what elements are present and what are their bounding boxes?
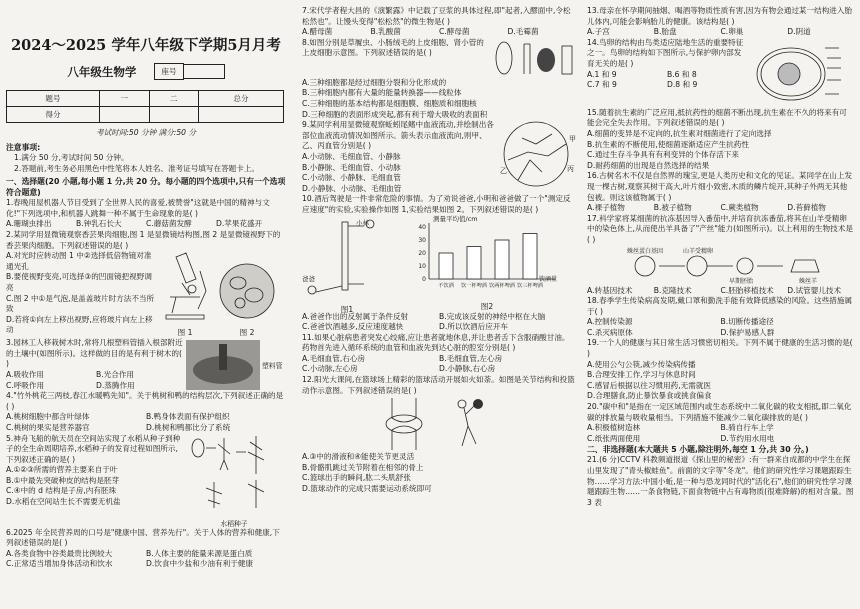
notes-title: 注意事项: <box>6 143 41 152</box>
option[interactable]: D.篮球动作的完成只需要运动系统即可 <box>302 484 432 494</box>
exam-title: 2024～2025 学年八年级下学期5月月考 <box>11 37 281 54</box>
column-1 <box>0 0 292 609</box>
option[interactable]: A.对光时应转动图 1 中②选择低倍物镜对准通光孔 <box>6 251 152 271</box>
question-stem: 21.(6 分)CCTV 科教频道报道《探山里的秘密》:有一群来自成都的中学生在探山里发现了"青头椒蛙鱼"。前面的文字等"冬龙"。他们的研究性学习课题跟踪生物……学习方法:中国小蚯,是一种与恐龙同时代的"活化石",他们的研究性学习课题跟踪生物……一条食物链,下面食物链中占有毒物质(很难降解)的相对含量。图 3 表 <box>587 455 854 507</box>
chart-bar <box>495 240 509 279</box>
score-input-cell[interactable] <box>100 107 150 123</box>
seat-number-box[interactable] <box>184 64 225 79</box>
option[interactable]: D.苹果花盛开 <box>216 219 263 229</box>
option[interactable]: B.克隆技术 <box>653 285 692 295</box>
option[interactable]: D.阴道 <box>787 27 811 37</box>
option[interactable]: C.蘑菇菌发酵 <box>146 219 192 229</box>
option[interactable]: D.桃树和鸭都比分了系统 <box>146 422 231 432</box>
option[interactable]: B.骨骼肌跳过关节附着在相邻的骨上 <box>302 462 424 472</box>
question-stem: 16.古树名木不仅是自然界的瑰宝,更是人类历史和文化的见证。某同学在山上发现一棵古树,观察其树干高大,叶片细小致密,木质的鳞片绽开,其种子外两无其他包被。则这该植物属于( ) <box>587 171 853 202</box>
time-note: 考试时间:50 分钟 满分:50 分 <box>95 128 197 137</box>
chart-tick-label: 10 <box>418 262 426 270</box>
score-cell: 一 <box>100 91 150 107</box>
option[interactable]: A.子宫 <box>587 27 610 37</box>
question-stem: 20."碳中和"是指在一定区域范围内或生态系统中二氧化碳的收支相抵,即二氧化碳的排放量与吸收量相当。下列措施不能减少二氧化碳排放的是( ) <box>587 402 852 422</box>
option[interactable]: B.钟乳石长大 <box>76 219 122 229</box>
option[interactable]: C.蕨类植物 <box>720 203 759 213</box>
chart-bar <box>439 253 453 279</box>
score-table-header-row <box>7 91 284 107</box>
column-2 <box>298 0 580 609</box>
blood-vessel-figure <box>498 120 574 190</box>
option[interactable]: B.三种细胞内都有大量的能量转换器——线粒体 <box>302 88 462 98</box>
option[interactable]: D.三种细胞的表面形成突起,都有利于增大吸收的表面积 <box>302 109 488 119</box>
option[interactable]: C.酵母菌 <box>439 27 470 37</box>
option[interactable]: B.毛细血管,左心房 <box>439 353 503 363</box>
question-stem: 7.宋代学者程大昌的《演繁露》中记载了豆浆的具体过程,即"起者,入醪面中,令松松然也"。让馒头变得"松松然"的微生物是( ) <box>302 6 571 26</box>
option[interactable]: A.吸收作用 <box>6 369 44 379</box>
option[interactable]: C.正常适当增加身体活动和饮水 <box>6 559 113 569</box>
chart-bar <box>467 246 481 279</box>
option[interactable]: C.图 2 中①是气泡,是盖盖玻片时方法不当所致 <box>6 293 155 314</box>
figure-text: 蛛丝蛋白基因 <box>627 247 664 255</box>
option[interactable]: B.6 和 8 <box>667 69 697 79</box>
chart-tick-label: 20 <box>418 249 426 257</box>
section2-heading: 二、非选择题(本大题共 5 小题,除注明外,每空 1 分,共 30 分。) <box>587 445 809 455</box>
option[interactable]: D.若将①向左上移出视野,应将玻片向左上移动 <box>6 314 153 335</box>
figure-text: 山羊受精卵 <box>683 247 714 255</box>
option[interactable]: A.1 和 9 <box>587 69 617 79</box>
ruler-experiment-figure <box>302 216 392 300</box>
score-input-cell[interactable] <box>149 107 199 123</box>
figure-label: 水稻种子 <box>220 519 248 528</box>
option[interactable]: C.小动脉,左心房 <box>302 364 358 374</box>
chart-tick-label: 30 <box>418 236 426 244</box>
option[interactable]: B.光合作用 <box>96 369 134 379</box>
option[interactable]: A.裸子植物 <box>587 203 625 213</box>
option[interactable]: C.桃树的果实是营养器官 <box>6 422 90 432</box>
chart-category-label: 饮两杯啤酒 <box>489 282 515 289</box>
figure-caption: 图 2 <box>239 328 255 338</box>
option[interactable]: A.控制传染源 <box>587 317 633 327</box>
option[interactable]: C.三种细胞的基本结构都是细胞膜、细胞质和细胞核 <box>302 98 477 108</box>
score-table-score-row <box>7 107 284 123</box>
chart-category-label: 不饮酒 <box>438 282 454 289</box>
question-stem: 15.随着抗生素的广泛应用,抵抗药性的细菌不断出现,抗生素在不久的将来有可能会完全失去作用。下列叙述错误的是( ) <box>587 107 847 128</box>
section1-heading: 一、选择题(20 小题,每小题 1 分,共 20 分。每小题的四个选项中,只有一个选项符合题意) <box>6 177 286 198</box>
question-stem: 2.某同学用显微镜观察香芸果肉细胞,图 1 是显微镜结构图,图 2 是显微镜视野下的香芸果肉细胞。下列叙述错误的是( ) <box>6 229 281 250</box>
option[interactable]: D.节约用水用电 <box>720 433 775 443</box>
option[interactable]: B.胎盘 <box>653 27 677 37</box>
option[interactable]: A.转基因技术 <box>587 285 633 295</box>
chart-tick-label: 0 <box>422 275 426 283</box>
option[interactable]: A.爸爸作出的反射属于条件反射 <box>302 311 409 321</box>
chart-tick-label: 40 <box>418 223 426 231</box>
option[interactable]: B.切断传播途径 <box>720 317 774 327</box>
option[interactable]: D.所以饮酒后应开车 <box>439 322 509 332</box>
option[interactable]: D.水稻在空间站生长不需要无机盐 <box>6 497 121 507</box>
vessel-label-yi: 乙 <box>500 167 507 176</box>
note-item: 1.满分 50 分,考试时间 50 分钟。 <box>14 153 129 162</box>
option[interactable]: B.抗生素的不断使用,使细菌逐渐适应产生抗药性 <box>587 139 749 149</box>
question-stem: 4."竹外桃花三两枝,春江水暖鸭先知"。关于桃树和鸭的结构层次,下列叙述正确的是( ) <box>6 391 284 411</box>
score-cell: 二 <box>149 91 199 107</box>
option[interactable]: A.使用公勺公筷,减少传染病传播 <box>587 359 696 369</box>
question-stem: 14.鸟卵的结构由鸟类适应陆地生活的重要特征之一。鸟卵的结构如下图所示,与保护卵内部发育无关的是( ) <box>587 37 744 68</box>
vessel-label-jia: 甲 <box>569 135 576 144</box>
figure-text: 蛛丝羊 <box>799 277 818 285</box>
score-cell: 题号 <box>7 91 100 107</box>
option[interactable]: C.卵巢 <box>720 27 744 37</box>
question-stem: 17.科学家将某细菌的抗冻基因导入番茄中,并培育抗冻番茄,将其在山羊受精卵中的染色体上,从而使出羊具备了"产丝"能力(如图所示)。以上利用的生物技术是( ) <box>587 213 853 244</box>
option[interactable]: A.桃树细胞中都含叶绿体 <box>6 412 90 422</box>
question-stem: 13.母亲在怀孕期间抽烟、喝酒等物质性质有害,因为有物会通过某一结构进入胎儿体内,可能会影响胎儿的健康。该结构是( ) <box>587 6 853 26</box>
option[interactable]: D.试管婴儿技术 <box>787 285 842 295</box>
option[interactable]: C.呼吸作用 <box>6 380 45 390</box>
vessel-label-bing: 丙 <box>567 165 574 174</box>
question-stem: 8.如图分别是草履虫、小肠绒毛的上皮细胞、肾小管的上皮细胞示意图。下列叙述错误的是( ) <box>302 37 484 58</box>
option[interactable]: C.篮球出手的瞬间,肱二头肌舒张 <box>302 473 411 483</box>
chart-title: 测量平均值/cm <box>433 214 478 223</box>
option[interactable]: D.蒸腾作用 <box>96 380 135 390</box>
option[interactable]: D.8 和 9 <box>667 80 698 90</box>
option[interactable]: D.耐药细菌的出现是自然选择的结果 <box>587 160 710 170</box>
bird-egg-figure <box>747 38 847 108</box>
question-stem: 12.阳光大课间,在篮球场上精彩的篮球活动开展如火如荼。如图是关节结构和投篮动作示意图。下列叙述错误的是( ) <box>302 375 575 395</box>
option[interactable]: B.被子植物 <box>653 203 692 213</box>
option[interactable]: D.小静脉,右心房 <box>439 364 496 374</box>
subject-title: 八年级生物学 <box>67 64 137 79</box>
option[interactable]: A.三种细胞都是经过细胞分裂和分化形成的 <box>302 77 447 87</box>
cell-view-figure <box>218 261 276 323</box>
question-stem: 19.一个人的健康与其日常生活习惯密切相关。下列不属于健康的生活习惯的是( ) <box>587 338 853 359</box>
option[interactable]: C.胚胎移植技术 <box>720 285 774 295</box>
joint-figure <box>374 396 434 452</box>
option[interactable]: C.纸张两面使用 <box>587 433 641 443</box>
option[interactable]: D.合理膳食,防止暴饮暴食或挑食偏食 <box>587 391 712 401</box>
option[interactable]: A.①②③所需的营养主要来自于叶 <box>6 465 118 475</box>
score-table <box>6 90 284 123</box>
basketball-figure <box>444 396 504 452</box>
option[interactable]: D.小静脉、小动脉、毛细血管 <box>302 183 402 193</box>
option[interactable]: C.爸爸饮酒越多,反应速度越快 <box>302 322 404 332</box>
rice-growth-figure <box>184 434 284 514</box>
figure-text: 早期胚胎 <box>729 277 754 285</box>
cells-figure <box>490 38 576 78</box>
microscope-figure <box>156 251 214 323</box>
option[interactable]: B.骑自行车上学 <box>720 423 774 433</box>
figure-text: 爸爸 <box>302 274 315 283</box>
option[interactable]: B.鸭身体表面有保护组织 <box>146 412 230 422</box>
figure-caption: 图1 <box>340 304 354 314</box>
option[interactable]: C.小动脉、小静脉、毛细血管 <box>302 173 401 183</box>
option[interactable]: C.感冒后根据以往习惯用药,无需就医 <box>587 380 712 390</box>
option[interactable]: C.通过生存斗争具有有利变异的个体存活下来 <box>587 150 739 160</box>
score-input-cell[interactable] <box>199 107 284 123</box>
option[interactable]: D.保护易感人群 <box>720 327 775 337</box>
option[interactable]: A.醋母菌 <box>302 27 333 37</box>
tree-soil-photo <box>186 340 260 390</box>
question-stem: 1.春晚用屋机器人节目受到了全世界人民的喜爱,被赞誉"这就是中国的精神与文化!"下列选项中,和机器人跳舞一种不属于生命现象的是( ) <box>6 198 270 218</box>
option[interactable]: A.各类食物中谷类最贵比例较大 <box>6 548 113 558</box>
question-stem: 11.如果心脏病患者突发心绞痛,应让患者就地休息,并让患者舌下含服硝酸甘油。药物首先进入循环系统的血管和血液先到达心脏的腔室分别是( ) <box>302 332 570 353</box>
option[interactable]: A.③中的滑液和④能使关节更灵活 <box>302 452 415 462</box>
option[interactable]: C.④中的 d 结构是子房,内有胚珠 <box>6 486 117 496</box>
question-stem: 10.酒后驾驶是一件非常危险的事情。为了劝说爸爸,小明和爸爸做了一个"测定反应速度"的实验,实验操作如图 1,实验结果如图 2。下列叙述错误的是( ) <box>302 194 571 214</box>
option[interactable]: D.饮食中少盐和少油有利于健康 <box>146 559 253 569</box>
question-stem: 9.某同学利用显微镜观察蚯蚓尾鳍中血液流动,并绘制出各部位血液流动情况如图所示。箭头表示血液流向,则甲、乙、丙血管分别是( ) <box>302 120 494 151</box>
question-stem: 5.神舟飞船的航天员在空间站实现了水稻从种子到种子的全生命周期培养,水稻种子的发育过程如图所示,下列叙述正确的是( ) <box>6 433 181 464</box>
figure-caption: 图 1 <box>177 328 193 338</box>
option[interactable]: D.苔藓植物 <box>787 203 826 213</box>
chart-bar <box>523 233 537 279</box>
option[interactable]: D.毛霉菌 <box>507 27 539 37</box>
option[interactable]: A.小动脉、毛细血管、小静脉 <box>302 151 401 161</box>
figure-label: 塑料管 <box>262 361 283 370</box>
note-item: 2.答题前,考生务必用黑色中性笔将本人姓名、准考证号填写在答题卡上。 <box>14 163 260 173</box>
option[interactable]: B.完成该反射的神经中枢在大脑 <box>439 311 546 321</box>
transgenic-figure <box>587 246 854 286</box>
option[interactable]: B.人体主要的能量来源是蛋白质 <box>146 548 253 558</box>
option[interactable]: B.小静脉、毛细血管、小动脉 <box>302 162 401 172</box>
column-3 <box>583 0 860 609</box>
option[interactable]: B.①中最先突破种皮的结构是胚芽 <box>6 475 120 485</box>
option[interactable]: B.乳酸菌 <box>370 27 401 37</box>
question-stem: 3.园林工人移栽树木时,常将几根塑料管插入根部附近的土壤中(如图所示)。这样做的目的是有利于树木的( ) <box>6 338 183 369</box>
score-cell: 得分 <box>7 107 100 123</box>
option[interactable]: A.毛细血管,右心房 <box>302 353 366 363</box>
option[interactable]: A.积极植树造林 <box>587 423 641 433</box>
option[interactable]: B.合理安排工作,学习与休息时间 <box>587 370 696 380</box>
option[interactable]: A.珊瑚虫排出 <box>6 219 52 229</box>
figure-caption: 图2 <box>480 301 494 311</box>
seat-label: 座号 <box>154 63 183 80</box>
option[interactable]: B.要使视野变亮,可选择③的凹面镜把视野调亮 <box>6 272 152 292</box>
chart-x-label: 饮酒量 <box>538 275 557 283</box>
option[interactable]: C.杀灭病原体 <box>587 327 633 337</box>
option[interactable]: C.7 和 9 <box>587 80 617 90</box>
chart-category-label: 饮一杯啤酒 <box>461 282 487 289</box>
option[interactable]: A.细菌的变异是不定向的,抗生素对细菌进行了定向选择 <box>587 128 772 138</box>
question-stem: 6.2025 年全民营养周的口号是"健康中国、营养先行"。关于人体的营养和健康,下列叙述错误的是( ) <box>6 527 280 548</box>
question-stem: 18.春季学生传染病高发期,戴口罩和勤洗手能有效降低感染的风险。这些措施属于( ) <box>587 296 853 316</box>
score-cell: 总分 <box>199 91 284 107</box>
figure-text: 小林 <box>356 218 369 227</box>
chart-category-label: 饮三杯啤酒 <box>517 282 543 289</box>
reaction-bar-chart <box>407 213 567 297</box>
